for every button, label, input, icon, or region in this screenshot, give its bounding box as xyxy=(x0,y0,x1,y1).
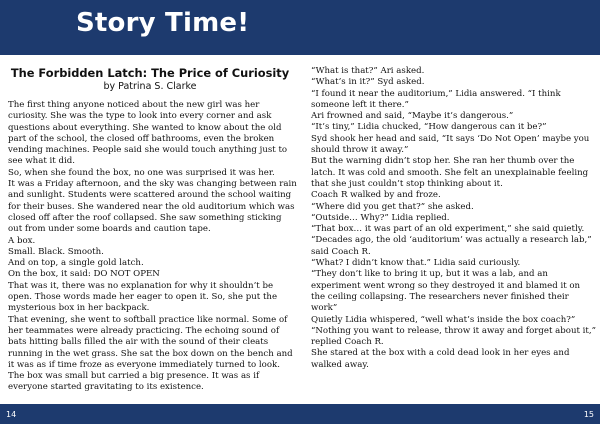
paragraph: “Outside… Why?” Lidia replied. xyxy=(311,212,450,223)
paragraph: “Where did you get that?” she asked. xyxy=(311,201,474,212)
paragraph: “That box… it was part of an old experiment,” she said quietly. “Decades ago, the old ‘auditorium’ was actually a research lab,” said Coach R. xyxy=(311,224,592,257)
paragraph: And on top, a single gold latch. xyxy=(8,258,144,269)
paragraph: Coach R walked by and froze. xyxy=(311,190,441,201)
paragraph: So, when she found the box, no one was surprised it was her. xyxy=(8,167,275,178)
paragraph: Ari frowned and said, “Maybe it’s dangerous.” xyxy=(311,111,514,122)
paragraph: Syd shook her head and said, “It says ‘Do Not Open’ maybe you should throw it away.” xyxy=(311,133,590,156)
right-column xyxy=(311,66,596,371)
page-title: Story Time! xyxy=(76,8,250,38)
paragraph: The first thing anyone noticed about the new girl was her curiosity. She was the type to look into every corner and ask questions about everything. She wanted to know about the old part of the school, the closed off bathrooms, even the broken vending machines. People said she would touch anything just to see what it did. xyxy=(8,100,288,167)
paragraph: “It’s tiny,” Lidia chucked, “How dangerous can it be?” xyxy=(311,122,547,133)
paragraph: “What’s in it?” Syd asked. xyxy=(311,77,425,88)
paragraph: That was it, there was no explanation for why it shouldn’t be open. Those words made her eager to open it. So, she put the mysterious box in her backpack. xyxy=(8,280,278,314)
left-column xyxy=(8,100,298,394)
story-byline: by Patrina S. Clarke xyxy=(103,81,197,92)
paragraph: “What? I didn’t know that.” Lidia said curiously. xyxy=(311,258,521,269)
story-title: The Forbidden Latch: The Price of Curiosity xyxy=(10,66,290,80)
paragraph: That evening, she went to softball practice like normal. Some of her teammates were already practicing. The echoing sound of bats hitting balls filled the air with the sound of their cleats running in the wet grass. She sat the box down on the bench and it was as if time froze as everyone immediately turned to look. The box was small but carried a big presence. It was as if everyone started gravitating to its existence. xyxy=(8,314,293,393)
paragraph: But the warning didn’t stop her. She ran her thumb over the latch. It was cold and smooth. She felt an unexplainable feeling that she just couldn’t stop thinking about it. xyxy=(311,156,589,189)
page-number-left: 14 xyxy=(6,410,17,419)
footer-bar xyxy=(0,404,600,424)
paragraph: “They don’t like to bring it up, but it was a lab, and an experiment went wrong so they destroyed it and blamed it on the ceiling collapsing. The researchers never finished their work” xyxy=(311,269,581,314)
paragraph: “Nothing you want to release, throw it away and forget about it,” replied Coach R. xyxy=(311,325,597,348)
paragraph: She stared at the box with a cold dead look in her eyes and walked away. xyxy=(311,348,570,370)
paragraph: “What is that?” Ari asked. xyxy=(311,66,425,76)
paragraph: A box. xyxy=(8,235,36,246)
page-number-right: 15 xyxy=(583,410,594,419)
paragraph: It was a Friday afternoon, and the sky was changing between rain and sunlight. Students were scattered around the school waiting for their buses. She wandered near the old auditorium which was closed off after the roof collapsed. She saw something sticking out from under some boards and caution tape. xyxy=(8,179,297,235)
paragraph: Quietly Lidia whispered, “well what’s inside the box coach?” xyxy=(311,314,576,325)
paragraph: “I found it near the auditorium,” Lidia answered. “I think someone left it there.” xyxy=(311,88,561,110)
paragraph: Small. Black. Smooth. xyxy=(8,246,104,257)
paragraph: On the box, it said: DO NOT OPEN xyxy=(8,269,160,280)
